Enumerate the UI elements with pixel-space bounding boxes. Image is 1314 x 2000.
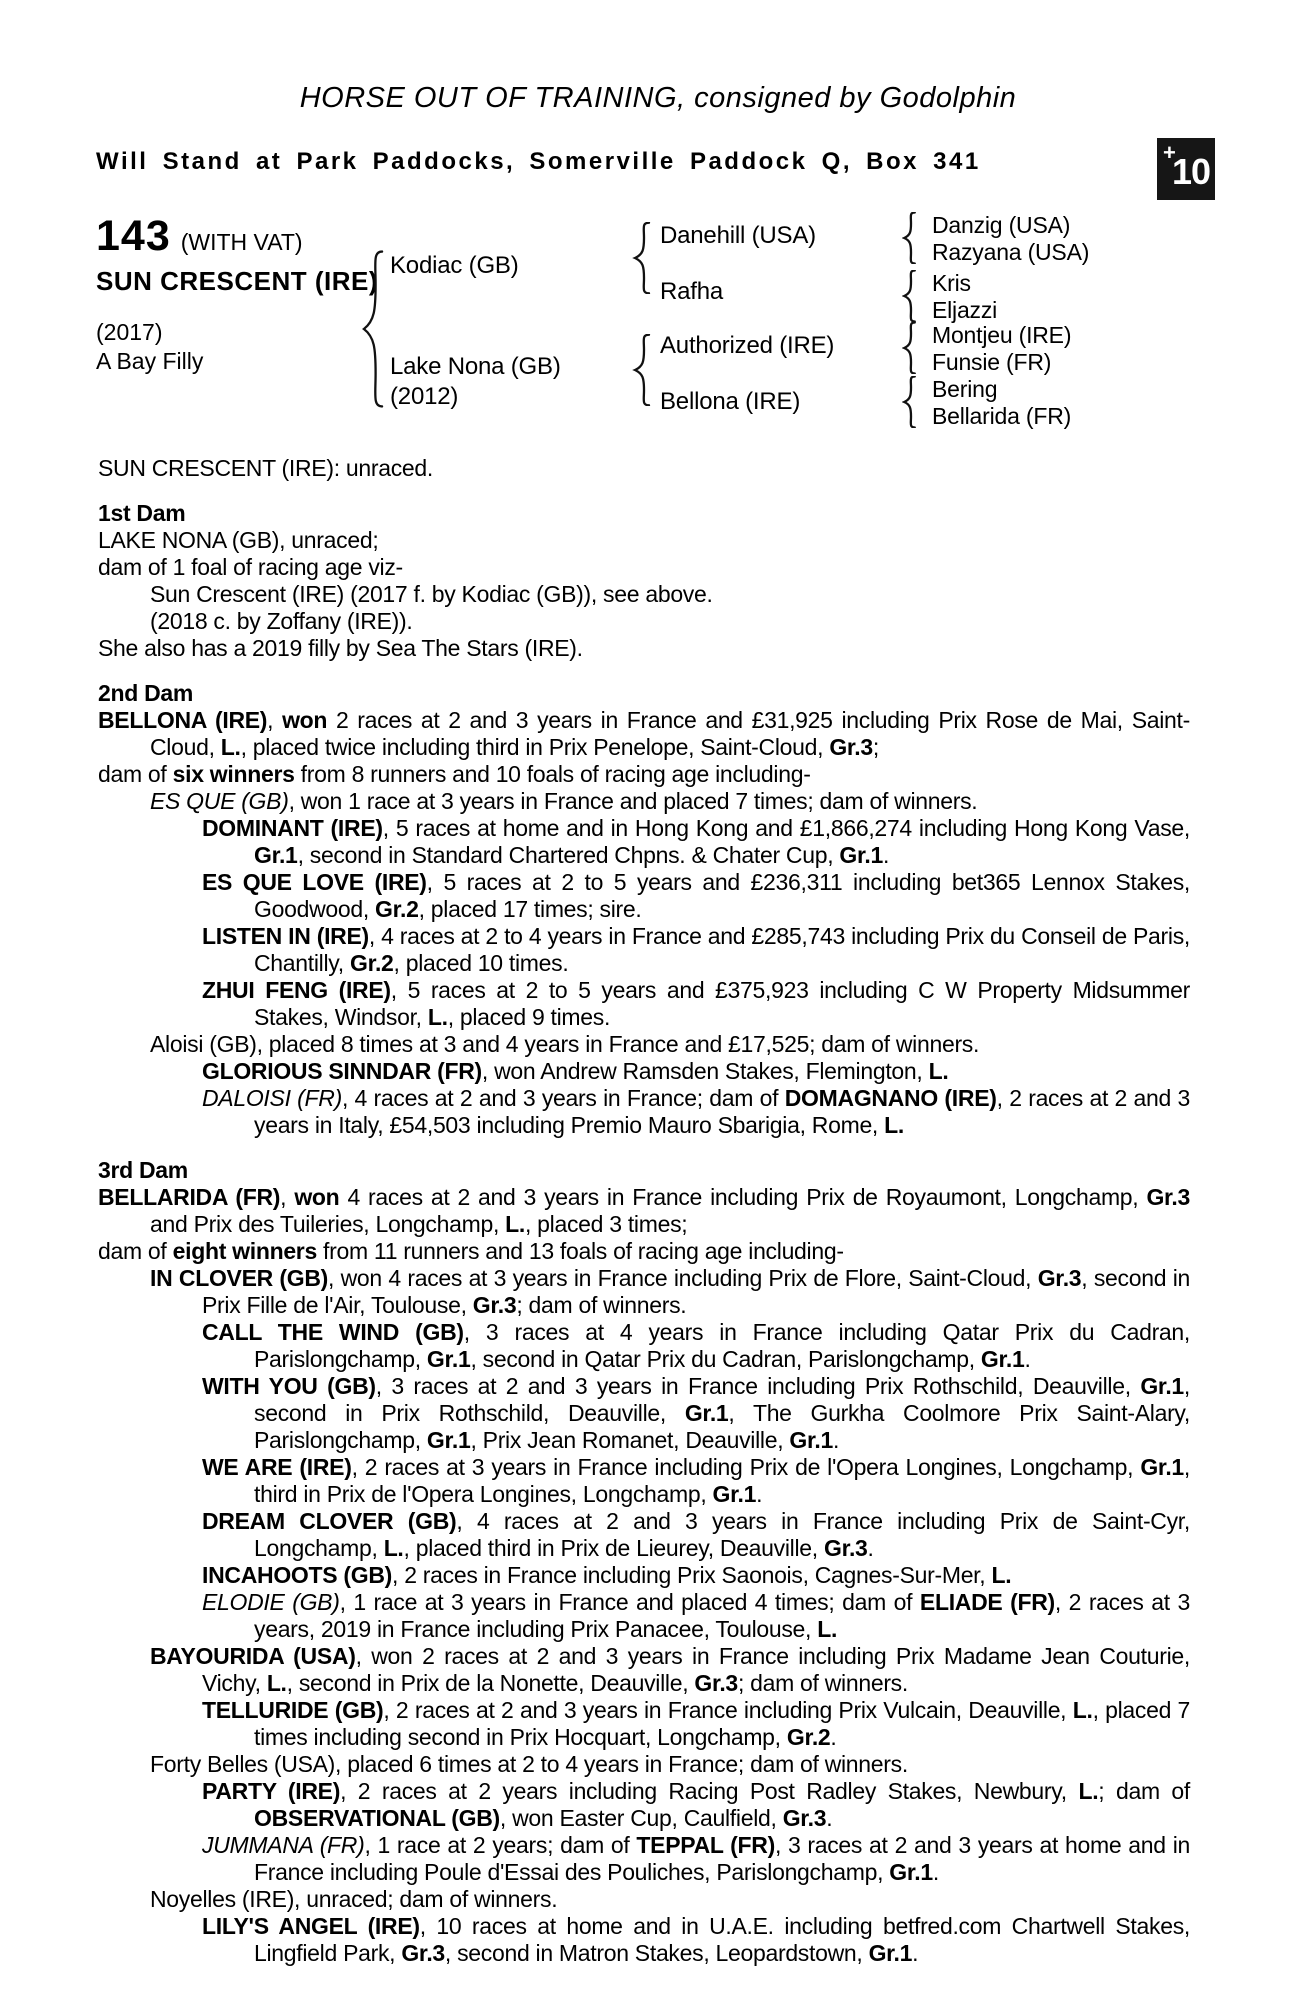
- bold-text: L.: [220, 734, 241, 760]
- text: ,: [267, 707, 283, 733]
- catalogue-paragraph: [98, 1778, 1190, 1832]
- vat-note: (WITH VAT): [180, 229, 303, 255]
- foaling-year: (2017): [96, 319, 163, 345]
- pedigree-sire-sire: Danehill (USA): [660, 222, 816, 249]
- text: .: [826, 1805, 833, 1831]
- bold-text: Gr.2: [375, 896, 419, 922]
- text: , 2 races at 2 and 3 years in Italy, £54,503 including Premio Mauro Sbarigia, Rome,: [254, 1085, 1191, 1138]
- pedigree-dam-dam-dam: Bellarida (FR): [932, 403, 1072, 429]
- text: , won 4 races at 3 years in France including Prix de Flore, Saint-Cloud,: [328, 1265, 1038, 1291]
- text: , placed 17 times; sire.: [418, 896, 642, 922]
- text: .: [1024, 1346, 1031, 1372]
- catalogue-paragraph: [98, 977, 1190, 1031]
- bold-text: Gr.2: [786, 1724, 831, 1750]
- catalogue-paragraph: [98, 1913, 1190, 1967]
- bold-text: LISTEN IN (IRE): [202, 923, 369, 949]
- text: ; dam of: [1098, 1778, 1190, 1804]
- text: , 2 races at 2 and 3 years in France including Prix Vulcain, Deauville,: [383, 1697, 1073, 1723]
- bold-text: TELLURIDE (GB): [202, 1697, 384, 1723]
- bold-text: Gr.1: [712, 1481, 757, 1507]
- pedigree-dam-sire-dam: Funsie (FR): [932, 349, 1052, 375]
- text: , third in Prix de l'Opera Longines, Longchamp,: [254, 1454, 1190, 1507]
- section-1st-dam: [98, 527, 1190, 662]
- text: ; dam of winners.: [737, 1670, 908, 1696]
- text: , placed twice including third in Prix Penelope, Saint-Cloud,: [240, 734, 830, 760]
- bold-text: L.: [991, 1562, 1012, 1588]
- catalogue-paragraph: [98, 1562, 1190, 1589]
- catalogue-paragraph: [98, 923, 1190, 977]
- text: , placed 7 times including second in Prix Hocquart, Longchamp,: [254, 1697, 1190, 1750]
- horse-description: A Bay Filly: [96, 348, 204, 374]
- pedigree-sire-dam: Rafha: [660, 278, 724, 305]
- text: .: [912, 1940, 919, 1966]
- text: , 1 race at 2 years; dam of: [364, 1832, 637, 1858]
- bold-text: Gr.1: [839, 842, 883, 868]
- text: ; dam of winners.: [516, 1292, 687, 1318]
- catalogue-paragraph: [98, 1589, 1190, 1643]
- bold-text: Gr.3: [1037, 1265, 1082, 1291]
- bold-text: eight winners: [172, 1238, 317, 1264]
- pedigree-brace-gen1: [360, 250, 386, 408]
- pedigree-dam-sire: Authorized (IRE): [660, 332, 835, 359]
- bold-text: L.: [427, 1004, 448, 1030]
- bold-text: Gr.3: [823, 1535, 868, 1561]
- text: Sun Crescent (IRE) (2017 f. by Kodiac (GB)), see above.: [150, 581, 713, 607]
- bold-text: Gr.1: [426, 1346, 471, 1372]
- lot-number: 143: [96, 212, 171, 260]
- bold-text: ZHUI FENG (IRE): [202, 977, 391, 1003]
- text: , Prix Jean Romanet, Deauville,: [470, 1427, 790, 1453]
- catalogue-paragraph: [98, 581, 1190, 608]
- pedigree-brace-dam: [632, 334, 652, 406]
- text: , won Andrew Ramsden Stakes, Flemington,: [481, 1058, 929, 1084]
- catalogue-paragraph: [98, 1238, 1190, 1265]
- text: , won 1 race at 3 years in France and placed 7 times; dam of winners.: [288, 788, 978, 814]
- lot-meta: [96, 318, 203, 376]
- catalogue-paragraph: [98, 608, 1190, 635]
- catalogue-paragraph: [98, 1454, 1190, 1508]
- text: dam of: [98, 1238, 173, 1264]
- pedigree-brace-sire-sire: [902, 212, 917, 264]
- plus10-badge: [1157, 138, 1215, 200]
- pedigree-sire-sire-sire: Danzig (USA): [932, 212, 1071, 238]
- text: , second in Matron Stakes, Leopardstown,: [444, 1940, 869, 1966]
- catalogue-paragraph: [98, 815, 1190, 869]
- catalogue-paragraph: [98, 1832, 1190, 1886]
- bold-text: WITH YOU (GB): [202, 1373, 376, 1399]
- pedigree-brace-sire-dam: [902, 270, 917, 322]
- italic-text: ELODIE (GB): [202, 1589, 340, 1615]
- catalogue-paragraph: [98, 1058, 1190, 1085]
- bold-text: Gr.3: [782, 1805, 827, 1831]
- text: (2018 c. by Zoffany (IRE)).: [150, 608, 413, 634]
- bold-text: Gr.3: [1146, 1184, 1191, 1210]
- text: , second in Qatar Prix du Cadran, Parislongchamp,: [470, 1346, 981, 1372]
- text: dam of 1 foal of racing age viz-: [98, 554, 403, 580]
- bold-text: WE ARE (IRE): [202, 1454, 352, 1480]
- bold-text: won: [282, 707, 328, 733]
- text: , won Easter Cup, Caulfield,: [499, 1805, 783, 1831]
- text: , 2 races at 3 years, 2019 in France including Prix Panacee, Toulouse,: [254, 1589, 1190, 1642]
- bold-text: Gr.2: [349, 950, 394, 976]
- catalogue-paragraph: [98, 1184, 1190, 1238]
- section-heading-2nd-dam: 2nd Dam: [98, 680, 194, 706]
- pedigree-brace-dam-dam: [902, 376, 917, 428]
- section-2nd-dam: [98, 707, 1190, 1139]
- text: .: [882, 842, 890, 868]
- bold-text: Gr.3: [694, 1670, 738, 1696]
- bold-text: CALL THE WIND (GB): [202, 1319, 464, 1345]
- text: , 2 races at 2 years including Racing Post Radley Stakes, Newbury,: [340, 1778, 1079, 1804]
- bold-text: Gr.3: [829, 734, 873, 760]
- text: .: [832, 1427, 840, 1453]
- bold-text: INCAHOOTS (GB): [202, 1562, 393, 1588]
- catalogue-paragraph: [98, 1643, 1190, 1697]
- catalogue-paragraph: [98, 635, 1190, 662]
- catalogue-paragraph: [98, 1085, 1190, 1139]
- text: dam of: [98, 761, 173, 787]
- bold-text: L.: [383, 1535, 404, 1561]
- bold-text: ELIADE (FR): [919, 1589, 1055, 1615]
- text: , placed 10 times.: [393, 950, 569, 976]
- bold-text: Gr.1: [889, 1859, 933, 1885]
- catalogue-paragraph: [98, 1886, 1190, 1913]
- text: .: [932, 1859, 939, 1885]
- bold-text: Gr.3: [472, 1292, 517, 1318]
- bold-text: L.: [928, 1058, 949, 1084]
- bold-text: won: [294, 1184, 340, 1210]
- text: .: [830, 1724, 837, 1750]
- catalogue-paragraph: [98, 761, 1190, 788]
- text: , 4 races at 2 and 3 years in France including Prix de Saint-Cyr, Longchamp,: [254, 1508, 1190, 1561]
- catalogue-paragraph: [98, 1751, 1190, 1778]
- italic-text: DALOISI (FR): [202, 1085, 342, 1111]
- catalogue-paragraph: [98, 1373, 1190, 1454]
- section-heading-3rd-dam: 3rd Dam: [98, 1157, 188, 1183]
- catalogue-body: [98, 455, 1190, 1967]
- bold-text: BAYOURIDA (USA): [150, 1643, 356, 1669]
- badge-number: 10: [1172, 151, 1211, 192]
- text: , 3 races at 4 years in France including Qatar Prix du Cadran, Parislongchamp,: [254, 1319, 1190, 1372]
- page-title: HORSE OUT OF TRAINING, consigned by Godolphin: [299, 82, 1017, 114]
- text: .: [867, 1535, 874, 1561]
- bold-text: Gr.1: [868, 1940, 913, 1966]
- bold-text: L.: [1072, 1697, 1093, 1723]
- bold-text: OBSERVATIONAL (GB): [254, 1805, 500, 1831]
- text: 2 races at 2 and 3 years in France and £31,925 including Prix Rose de Mai, Saint-Cloud,: [150, 707, 1190, 760]
- text: , placed 3 times;: [525, 1211, 688, 1237]
- text: , 4 races at 2 and 3 years in France; dam of: [341, 1085, 785, 1111]
- bold-text: L.: [505, 1211, 525, 1237]
- bold-text: Gr.1: [1140, 1373, 1184, 1399]
- bold-text: TEPPAL (FR): [636, 1832, 775, 1858]
- bold-text: ES QUE LOVE (IRE): [202, 869, 427, 895]
- text: , 2 races in France including Prix Saonois, Cagnes-Sur-Mer,: [392, 1562, 992, 1588]
- pedigree-dam-dam-sire: Bering: [932, 376, 998, 402]
- catalogue-paragraph: [98, 554, 1190, 581]
- pedigree-dam-dam: Bellona (IRE): [660, 388, 801, 415]
- lot-header: [96, 212, 303, 261]
- bold-text: Gr.3: [401, 1940, 445, 1966]
- text: She also has a 2019 filly by Sea The Stars (IRE).: [98, 635, 583, 661]
- text: , second in Prix Fille de l'Air, Toulouse,: [202, 1265, 1190, 1318]
- text: ;: [872, 734, 879, 760]
- italic-text: JUMMANA (FR): [202, 1832, 365, 1858]
- bold-text: LILY'S ANGEL (IRE): [202, 1913, 420, 1939]
- bold-text: Gr.1: [684, 1400, 729, 1426]
- text: and Prix des Tuileries, Longchamp,: [150, 1211, 506, 1237]
- pedigree-sire-dam-sire: Kris: [932, 270, 971, 296]
- text: , second in Prix de la Nonette, Deauville,: [286, 1670, 695, 1696]
- pedigree-sire-sire-dam: Razyana (USA): [932, 239, 1090, 265]
- text: , 2 races at 3 years in France including Prix de l'Opera Longines, Longchamp,: [351, 1454, 1141, 1480]
- text: 4 races at 2 and 3 years in France including Prix de Royaumont, Longchamp,: [339, 1184, 1147, 1210]
- bold-text: IN CLOVER (GB): [150, 1265, 329, 1291]
- bold-text: PARTY (IRE): [202, 1778, 341, 1804]
- bold-text: Gr.1: [980, 1346, 1025, 1372]
- section-heading-1st-dam: 1st Dam: [98, 500, 186, 526]
- bold-text: L.: [884, 1112, 904, 1138]
- bold-text: GLORIOUS SINNDAR (FR): [202, 1058, 482, 1084]
- text: , 5 races at 2 to 5 years and £236,311 including bet365 Lennox Stakes, Goodwood,: [254, 869, 1190, 922]
- text: , 10 races at home and in U.A.E. including betfred.com Chartwell Stakes, Lingfield Park,: [254, 1913, 1190, 1966]
- text: from 8 runners and 10 foals of racing age including-: [294, 761, 811, 787]
- catalogue-paragraph: [98, 1031, 1190, 1058]
- bold-text: Gr.1: [789, 1427, 833, 1453]
- text: Noyelles (IRE), unraced; dam of winners.: [150, 1886, 558, 1912]
- text: , The Gurkha Coolmore Prix Saint-Alary, Parislongchamp,: [254, 1400, 1191, 1453]
- text: ,: [280, 1184, 295, 1210]
- catalogue-paragraph: [98, 1697, 1190, 1751]
- pedigree-dam: Lake Nona (GB) (2012): [390, 353, 561, 410]
- bold-text: BELLONA (IRE): [98, 707, 268, 733]
- text: Aloisi (GB), placed 8 times at 3 and 4 years in France and £17,525; dam of winners.: [150, 1031, 980, 1057]
- bold-text: Gr.1: [426, 1427, 471, 1453]
- text: , 4 races at 2 to 4 years in France and £285,743 including Prix du Conseil de Paris, Chantilly,: [254, 923, 1190, 976]
- pedigree-dam-sire-sire: Montjeu (IRE): [932, 322, 1072, 348]
- stand-location: Will Stand at Park Paddocks, Somerville Paddock Q, Box 341: [96, 148, 981, 175]
- bold-text: six winners: [172, 761, 295, 787]
- text: .: [756, 1481, 763, 1507]
- text: , placed 9 times.: [447, 1004, 611, 1030]
- bold-text: BELLARIDA (FR): [98, 1184, 281, 1210]
- text: , 3 races at 2 and 3 years at home and in France including Poule d'Essai des Pouliches, Parislongchamp,: [254, 1832, 1190, 1885]
- pedigree-brace-dam-sire: [902, 322, 917, 374]
- pedigree-sire: Kodiac (GB): [390, 252, 519, 279]
- catalogue-paragraph: [98, 1319, 1190, 1373]
- bold-text: Gr.1: [254, 842, 298, 868]
- catalogue-paragraph: [98, 707, 1190, 761]
- text: Forty Belles (USA), placed 6 times at 2 to 4 years in France; dam of winners.: [150, 1751, 908, 1777]
- text: , 1 race at 3 years in France and placed 4 times; dam of: [339, 1589, 920, 1615]
- text: , second in Standard Chartered Chpns. & Chater Cup,: [297, 842, 840, 868]
- bold-text: DREAM CLOVER (GB): [202, 1508, 457, 1534]
- bold-text: L.: [266, 1670, 287, 1696]
- text: LAKE NONA (GB), unraced;: [98, 527, 379, 553]
- pedigree-brace-sire: [632, 222, 652, 294]
- catalogue-paragraph: [98, 1508, 1190, 1562]
- bold-text: L.: [817, 1616, 838, 1642]
- text: , 5 races at home and in Hong Kong and £1,866,274 including Hong Kong Vase,: [382, 815, 1190, 841]
- pedigree-sire-dam-dam: Eljazzi: [932, 297, 998, 323]
- plus-icon: +: [1163, 140, 1176, 165]
- catalogue-paragraph: [98, 527, 1190, 554]
- catalogue-paragraph: [98, 1265, 1190, 1319]
- bold-text: DOMINANT (IRE): [202, 815, 383, 841]
- text: from 11 runners and 13 foals of racing age including-: [316, 1238, 844, 1264]
- text: , placed third in Prix de Lieurey, Deauville,: [403, 1535, 824, 1561]
- bold-text: DOMAGNANO (IRE): [784, 1085, 997, 1111]
- race-record: SUN CRESCENT (IRE): unraced.: [98, 455, 433, 481]
- text: , 3 races at 2 and 3 years in France including Prix Rothschild, Deauville,: [375, 1373, 1141, 1399]
- catalogue-paragraph: [98, 788, 1190, 815]
- bold-text: L.: [1078, 1778, 1099, 1804]
- horse-name: SUN CRESCENT (IRE): [96, 266, 379, 296]
- text: , 5 races at 2 to 5 years and £375,923 including C W Property Midsummer Stakes, Windsor,: [254, 977, 1190, 1030]
- text: , won 2 races at 2 and 3 years in France including Prix Madame Jean Couturie, Vichy,: [202, 1643, 1190, 1696]
- catalogue-paragraph: [98, 869, 1190, 923]
- text: , second in Prix Rothschild, Deauville,: [254, 1373, 1190, 1426]
- section-3rd-dam: [98, 1184, 1190, 1967]
- italic-text: ES QUE (GB): [150, 788, 289, 814]
- bold-text: Gr.1: [1140, 1454, 1184, 1480]
